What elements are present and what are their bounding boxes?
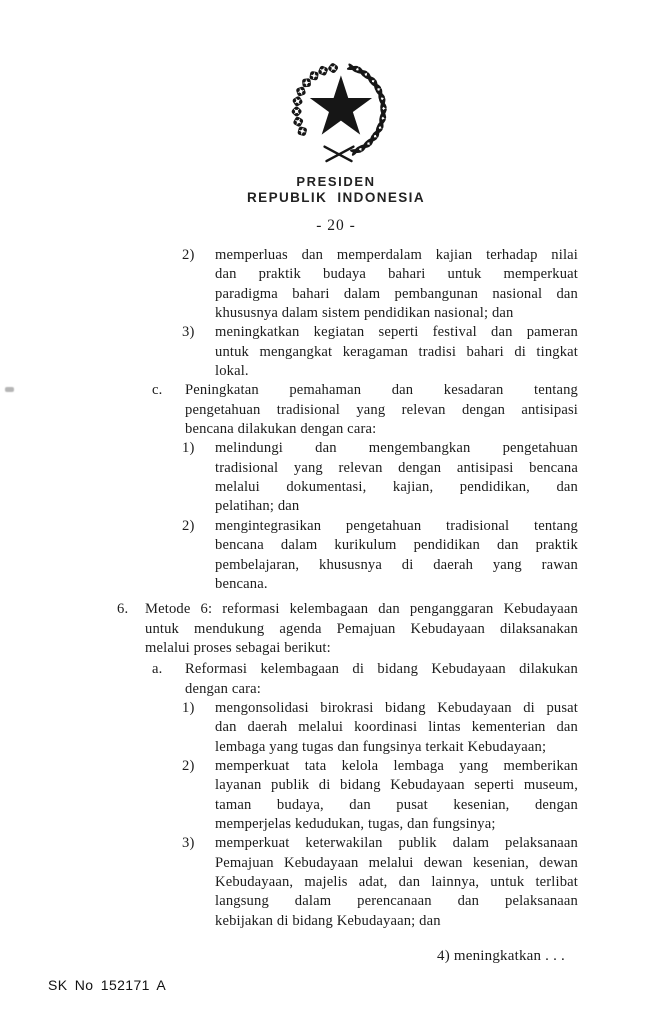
list-item <box>182 439 578 516</box>
page-number: - 20 - <box>316 217 356 234</box>
footer-code: SK No 152171 A <box>48 977 167 993</box>
list-text: Reformasi kelembagaan di bidang Kebudayaan dilakukan dengan cara: <box>185 661 578 697</box>
list-marker: 1) <box>182 699 195 716</box>
list-text: mengonsolidasi birokrasi bidang Kebudayaan di pusat dan daerah melalui koordinasi lintas kementerian dan lembaga yang tugas dan fungsinya terkait Kebudayaan; <box>215 699 578 755</box>
list-marker: 1) <box>182 440 195 457</box>
list-marker: 2) <box>182 517 195 534</box>
list-text: melindungi dan mengembangkan pengetahuan tradisional yang relevan dengan antisipasi bencana melalui dokumentasi, kajian, pendidikan, dan pelatihan; dan <box>215 440 578 515</box>
list-item <box>182 699 578 757</box>
list-item <box>182 834 578 931</box>
org-name-line1: PRESIDEN <box>296 174 376 189</box>
list-marker: c. <box>152 382 163 399</box>
list-text: mengintegrasikan pengetahuan tradisional tentang bencana dalam kurikulum pendidikan dan praktik pembelajaran, khususnya di daerah yang rawan bencana. <box>215 517 578 592</box>
star-icon <box>310 75 372 134</box>
list-marker: 6. <box>117 601 129 618</box>
list-item <box>182 757 578 834</box>
catchword: 4) meningkatkan . . . <box>437 948 565 964</box>
list-marker: a. <box>152 661 163 678</box>
crossed-stems-icon <box>325 147 354 161</box>
list-item <box>182 517 578 594</box>
list-text: meningkatkan kegiatan seperti festival dan pameran untuk mengangkat keragaman tradisi bahari di tingkat lokal. <box>215 324 578 380</box>
list-text: memperkuat tata kelola lembaga yang memberikan layanan publik di bidang Kebudayaan seperti museum, taman budaya, dan pusat kesenian, dengan memperjelas kedudukan, tugas, dan fungsinya; <box>215 757 578 832</box>
list-marker: 3) <box>182 324 195 341</box>
list-text: Peningkatan pemahaman dan kesadaran tentang pengetahuan tradisional yang relevan dengan antisipasi bencana dilakukan dengan cara: <box>185 382 578 438</box>
list-item <box>182 323 578 381</box>
list-text: memperluas dan memperdalam kajian terhadap nilai dan praktik budaya bahari untuk memperkuat paradigma bahari dalam pembangunan nasional dan khususnya dalam sistem pendidikan nasional; dan <box>215 247 578 322</box>
list-marker: 2) <box>182 757 195 774</box>
presidential-seal <box>286 54 392 168</box>
list-text: Metode 6: reformasi kelembagaan dan penganggaran Kebudayaan untuk mendukung agenda Pemajuan Kebudayaan dilaksanakan melalui proses sebagai berikut: <box>145 601 578 656</box>
scan-artifact <box>5 387 14 392</box>
org-name-line2: REPUBLIK INDONESIA <box>247 190 425 205</box>
list-text: memperkuat keterwakilan publik dalam pelaksanaan Pemajuan Kebudayaan melalui dewan kesenian, dewan Kebudayaan, majelis adat, dan lainnya, untuk terlibat langsung dalam perencanaan dan pelaksanaan kebijakan di bidang Kebudayaan; dan <box>215 835 578 929</box>
list-item <box>117 600 578 658</box>
list-item <box>152 381 578 439</box>
list-marker: 2) <box>182 247 195 263</box>
presidential-seal-icon <box>286 54 392 168</box>
list-item <box>182 246 578 323</box>
list-item <box>152 660 578 699</box>
document-body <box>0 246 578 931</box>
list-marker: 3) <box>182 835 195 852</box>
